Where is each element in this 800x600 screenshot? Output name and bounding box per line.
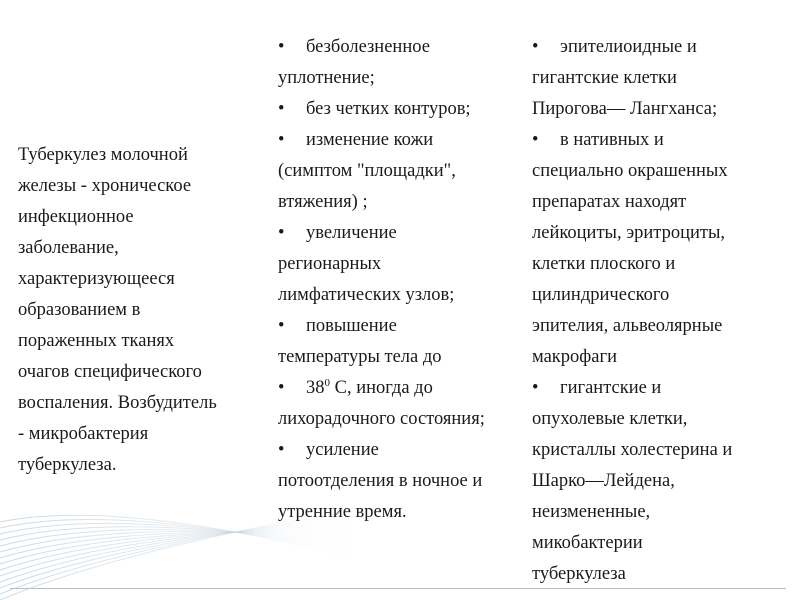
cytology-item-line	[532, 156, 794, 187]
definition-line: - микробактерия	[18, 424, 149, 444]
cytology-item-text: Пирогова— Лангханса;	[532, 99, 718, 119]
definition-line: очагов специфического	[18, 362, 202, 382]
cytology-item-line	[532, 466, 794, 497]
symptom-item-line	[278, 94, 528, 125]
definition-line: заболевание,	[18, 238, 119, 258]
symptom-item-line	[278, 466, 528, 497]
symptom-item-line	[278, 187, 528, 218]
cytology-item-line	[532, 497, 794, 528]
symptom-item-text: утренние время.	[278, 502, 407, 522]
symptom-item-text: без четких контуров;	[306, 99, 471, 119]
symptom-item-text: температуры тела до	[278, 347, 442, 367]
bullet-icon: •	[278, 130, 285, 150]
symptom-item-text: потоотделения в ночное и	[278, 471, 483, 491]
cytology-item-line	[532, 435, 794, 466]
cytology-item-text: микобактерии	[532, 533, 643, 553]
cytology-item-line	[532, 280, 794, 311]
symptom-item-text: лихорадочного состояния;	[278, 409, 485, 429]
symptom-item-text: изменение кожи	[306, 130, 434, 150]
symptom-item-line	[278, 249, 528, 280]
definition-line: Туберкулез молочной	[18, 145, 188, 165]
cytology-item-text: эпителия, альвеолярные	[532, 316, 723, 336]
cytology-item-text: лейкоциты, эритроциты,	[532, 223, 726, 243]
symptom-item-line	[278, 404, 528, 435]
cytology-item-line	[532, 94, 794, 125]
symptom-item-text: (симптом "площадки",	[278, 161, 456, 181]
definition-line: инфекционное	[18, 207, 134, 227]
cytology-item-text: гигантские клетки	[532, 68, 677, 88]
symptom-item-line	[278, 497, 528, 528]
cytology-item-line	[532, 528, 794, 559]
cytology-item-text: опухолевые клетки,	[532, 409, 688, 429]
symptom-item-text: усиление	[306, 440, 379, 460]
cytology-item-text: гигантские и	[560, 378, 662, 398]
symptoms-column	[278, 32, 528, 528]
cytology-item-line	[532, 63, 794, 94]
cytology-item-text: эпителиоидные и	[560, 37, 697, 57]
cytology-item-text: макрофаги	[532, 347, 617, 367]
symptom-item-line	[278, 311, 528, 342]
bullet-icon: •	[532, 130, 539, 150]
bullet-icon: •	[532, 37, 539, 57]
cytology-item-text: препаратах находят	[532, 192, 687, 212]
cytology-column	[532, 32, 794, 590]
symptom-item-text: регионарных	[278, 254, 382, 274]
cytology-item-line	[532, 187, 794, 218]
symptom-item-text: втяжения) ;	[278, 192, 368, 212]
symptom-item-text: безболезненное	[306, 37, 430, 57]
definition-line: туберкулеза.	[18, 455, 117, 475]
cytology-item-line	[532, 311, 794, 342]
cytology-item-text: туберкулеза	[532, 564, 626, 584]
definition-column	[18, 140, 266, 481]
cytology-item-line	[532, 404, 794, 435]
bullet-icon: •	[278, 378, 285, 398]
symptom-item-line	[278, 63, 528, 94]
symptom-item-line	[278, 280, 528, 311]
definition-line: железы - хроническое	[18, 176, 192, 196]
symptom-item-text: уплотнение;	[278, 68, 375, 88]
cytology-item-text: цилиндрического	[532, 285, 670, 305]
symptom-item-line	[278, 342, 528, 373]
definition-line: образованием в	[18, 300, 141, 320]
cytology-item-text: кристаллы холестерина и	[532, 440, 733, 460]
definition-line: воспаления. Возбудитель	[18, 393, 217, 413]
symptom-item-line	[278, 373, 528, 404]
cytology-item-text: клетки плоского и	[532, 254, 676, 274]
bullet-icon: •	[278, 316, 285, 336]
bullet-icon: •	[278, 223, 285, 243]
cytology-item-line	[532, 342, 794, 373]
symptom-item-text: увеличение	[306, 223, 397, 243]
cytology-item-text: Шарко—Лейдена,	[532, 471, 675, 491]
symptom-item-line	[278, 156, 528, 187]
symptom-item-line	[278, 125, 528, 156]
cytology-item-line	[532, 249, 794, 280]
cytology-item-text: неизмененные,	[532, 502, 651, 522]
cytology-item-line	[532, 218, 794, 249]
definition-line: пораженных тканях	[18, 331, 175, 351]
symptom-item-line	[278, 435, 528, 466]
symptom-item-text: С, иногда до	[330, 378, 433, 398]
symptom-item-line	[278, 32, 528, 63]
degree-superscript: 0	[324, 376, 330, 389]
cytology-item-line	[532, 373, 794, 404]
symptom-item-text: повышение	[306, 316, 397, 336]
cytology-item-line	[532, 32, 794, 63]
cytology-item-line	[532, 559, 794, 590]
temperature-value: 38	[306, 378, 325, 398]
cytology-item-text: специально окрашенных	[532, 161, 728, 181]
bullet-icon: •	[278, 440, 285, 460]
bullet-icon: •	[278, 37, 285, 57]
cytology-item-line	[532, 125, 794, 156]
definition-line: характеризующееся	[18, 269, 175, 289]
cytology-item-text: в нативных и	[560, 130, 664, 150]
bullet-icon: •	[532, 378, 539, 398]
symptom-item-line	[278, 218, 528, 249]
symptom-item-text: лимфатических узлов;	[278, 285, 455, 305]
bullet-icon: •	[278, 99, 285, 119]
